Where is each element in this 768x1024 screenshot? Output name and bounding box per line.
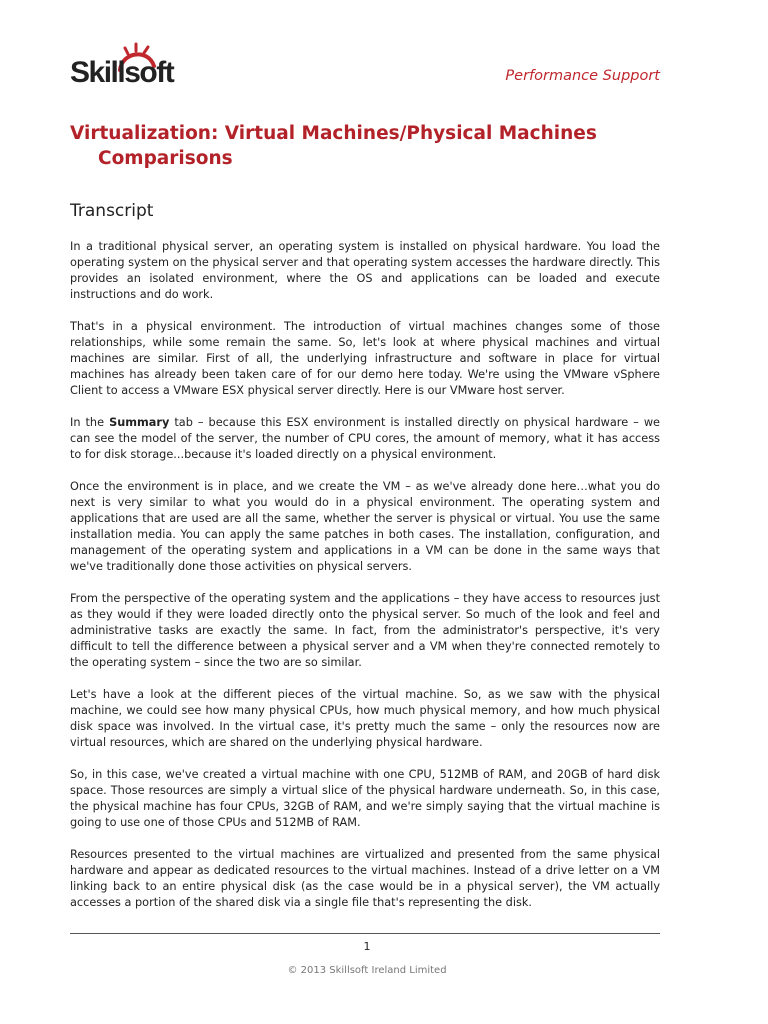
paragraph-4: Once the environment is in place, and we create the VM – as we've already done here…what you do next is very similar to what you would do in a physical environment. The operating system and applications that are used are all the same, whether the server is physical or virtual. You use the same installation media. You can apply the same patches in both cases. The installation, configuration, and management of the operating system and applications in a VM can be done in the same ways that we've traditionally done those activities on physical servers. <box>70 480 660 573</box>
paragraph-6: Let's have a look at the different pieces of the virtual machine. So, as we saw with the physical machine, we could see how many physical CPUs, how much physical memory, and how much physical disk space was involved. In the virtual case, it's pretty much the same – only the resources now are virtual resources, which are shared on the underlying physical hardware. <box>70 688 660 749</box>
summary-tab-term: Summary <box>109 416 170 429</box>
title-line-2: Comparisons <box>98 148 233 169</box>
logo-wordmark: Skillsoft <box>70 56 174 89</box>
paragraph-1: In a traditional physical server, an operating system is installed on physical hardware. You load the operating system on the physical server and that operating system accesses the hardware directly. This provides an isolated environment, where the OS and applications can be loaded and execute instructions and do work. <box>70 240 660 301</box>
footer-divider <box>70 933 660 934</box>
title-line-1: Virtualization: Virtual Machines/Physical Machines <box>70 123 597 144</box>
document-title <box>70 121 670 171</box>
paragraph-5: From the perspective of the operating system and the applications – they have access to resources just as they would if they were loaded directly onto the physical server. So much of the look and feel and administrative tasks are exactly the same. In fact, from the administrator's perspective, it's very difficult to tell the difference between a physical server and a VM when they're connected remotely to the operating system – since the two are so similar. <box>70 592 660 669</box>
paragraph-2: That's in a physical environment. The introduction of virtual machines changes some of those relationships, while some remain the same. So, let's look at where physical machines and virtual machines are similar. First of all, the underlying infrastructure and software in place for virtual machines has already been taken care of for our demo here today. We're using the VMware vSphere Client to access a VMware ESX physical server directly. Here is our VMware host server. <box>70 320 660 397</box>
header-tagline: Performance Support <box>505 68 660 84</box>
paragraph-3-prefix: In the <box>70 416 110 429</box>
paragraph-3 <box>70 415 660 463</box>
paragraph-8: Resources presented to the virtual machines are virtualized and presented from the same physical hardware and appear as dedicated resources to the virtual machines. Instead of a drive letter on a VM linking back to an entire physical disk (as the case would be in a physical server), the VM actually accesses a portion of the shared disk via a single file that's representing the disk. <box>70 848 660 909</box>
paragraph-3-suffix: tab – because this ESX environment is installed directly on physical hardware – we can see the model of the server, the number of CPU cores, the amount of memory, what it has access to for disk storage...because it's loaded directly on a physical environment. <box>70 416 661 461</box>
paragraph-7: So, in this case, we've created a virtual machine with one CPU, 512MB of RAM, and 20GB of hard disk space. Those resources are simply a virtual slice of the physical hardware underneath. So, in this case, the physical machine has four CPUs, 32GB of RAM, and we're simply saying that the virtual machine is going to use one of those CPUs and 512MB of RAM. <box>70 768 660 829</box>
transcript-body <box>70 239 660 927</box>
skillsoft-logo <box>70 42 190 98</box>
page-header <box>70 40 662 100</box>
section-heading: Transcript <box>70 201 154 221</box>
page-number: 1 <box>363 940 371 953</box>
copyright-notice: © 2013 Skillsoft Ireland Limited <box>287 965 447 976</box>
